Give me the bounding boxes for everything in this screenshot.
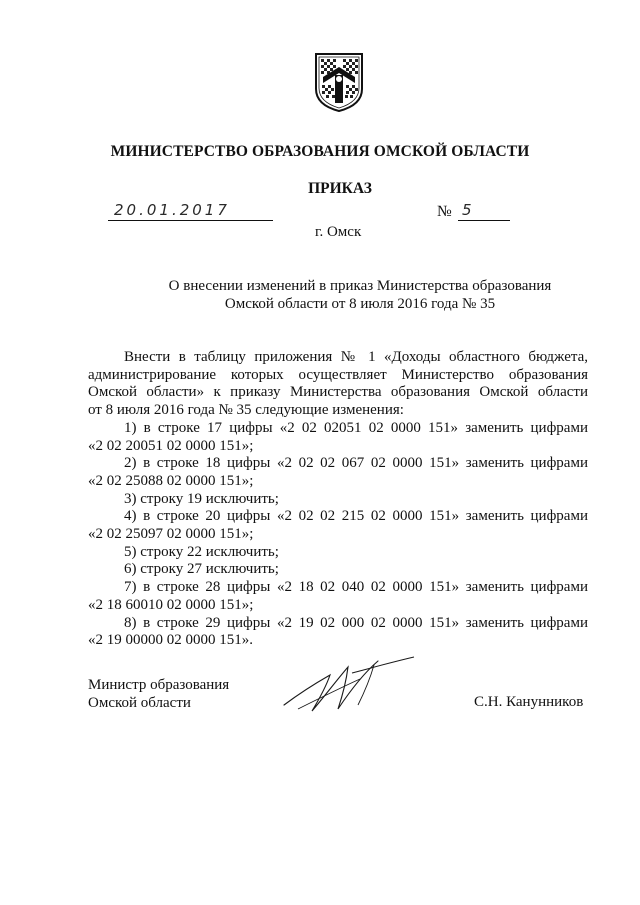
date-field — [108, 200, 273, 221]
signer-position-line: Министр образования — [88, 677, 230, 693]
list-item-continuation: «2 18 60010 02 0000 151»; — [88, 596, 254, 613]
number-field — [458, 200, 510, 221]
subject-line: О внесении изменений в приказ Министерства образования — [168, 278, 552, 294]
order-body — [88, 349, 588, 650]
list-item-continuation: «2 02 20051 02 0000 151»; — [88, 437, 254, 454]
list-item-continuation: «2 19 00000 02 0000 151». — [88, 632, 253, 649]
signer-name: С.Н. Канунников — [474, 694, 584, 710]
order-title: ПРИКАЗ — [308, 180, 372, 197]
signer-position — [88, 676, 229, 712]
handwritten-date: 20.01.2017 — [114, 201, 230, 219]
list-item: 3) строку 19 исключить; — [124, 490, 279, 507]
number-label: № — [437, 203, 452, 220]
list-item: 6) строку 27 исключить; — [124, 561, 279, 578]
list-item: 8) в строке 29 цифры «2 19 02 000 02 0000 151» заменить цифрами — [124, 614, 588, 631]
list-item-continuation: «2 02 25088 02 0000 151»; — [88, 472, 254, 489]
intro-line: от 8 июля 2016 года № 35 следующие изменения: — [88, 402, 404, 419]
ministry-title: МИНИСТЕРСТВО ОБРАЗОВАНИЯ ОМСКОЙ ОБЛАСТИ — [110, 143, 530, 160]
list-item: 7) в строке 28 цифры «2 18 02 040 02 0000 151» заменить цифрами — [124, 579, 588, 596]
list-item: 4) в строке 20 цифры «2 02 02 215 02 0000 151» заменить цифрами — [124, 508, 588, 525]
intro-line: Омской области» к приказу Министерства образования Омской области — [88, 384, 588, 401]
handwritten-number: 5 — [462, 201, 472, 219]
list-item: 1) в строке 17 цифры «2 02 02051 02 0000 151» заменить цифрами — [124, 419, 588, 436]
city: г. Омск — [315, 224, 362, 240]
intro-line: Внести в таблицу приложения № 1 «Доходы областного бюджета, — [124, 349, 588, 365]
order-subject — [150, 277, 570, 313]
signer-position-line: Омской области — [88, 695, 191, 711]
list-item: 2) в строке 18 цифры «2 02 02 067 02 0000 151» заменить цифрами — [124, 455, 588, 472]
coat-of-arms-emblem — [313, 51, 365, 113]
list-item-continuation: «2 02 25097 02 0000 151»; — [88, 526, 254, 543]
handwritten-signature — [278, 653, 418, 715]
subject-line: Омской области от 8 июля 2016 года № 35 — [224, 296, 496, 312]
intro-line: администрирование которых осуществляет Министерство образования — [88, 366, 588, 383]
list-item: 5) строку 22 исключить; — [124, 543, 279, 560]
